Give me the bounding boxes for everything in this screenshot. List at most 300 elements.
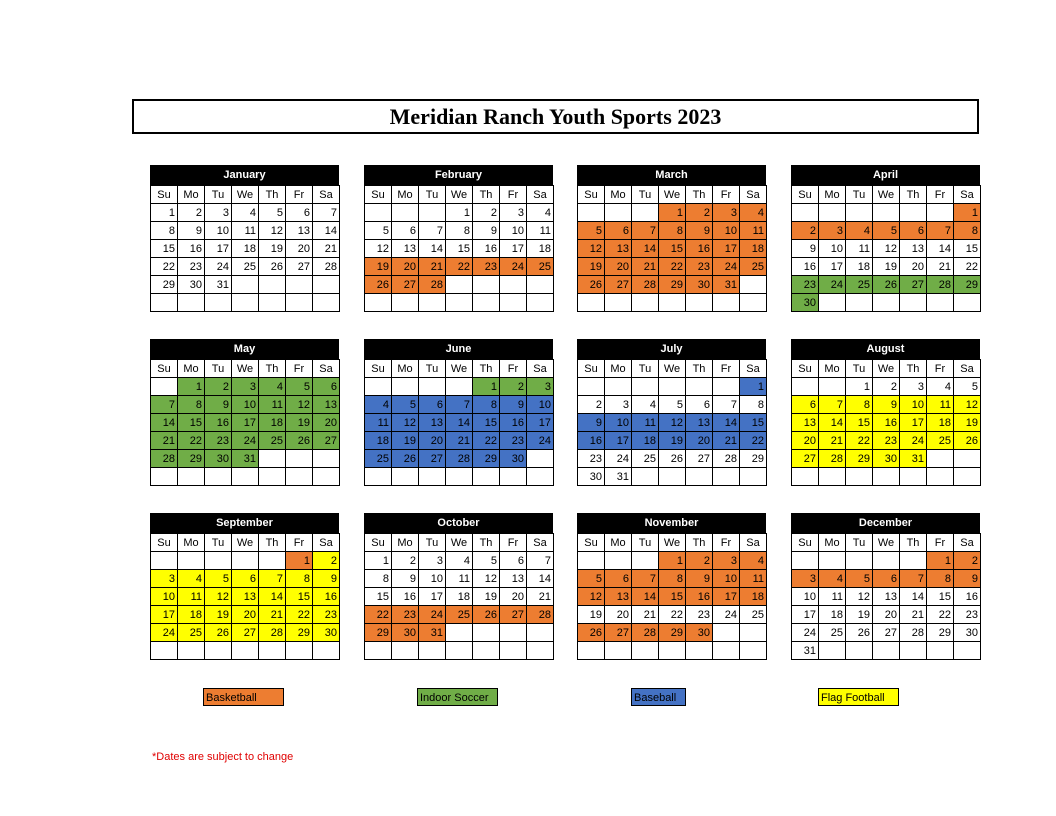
day-header: Mo bbox=[819, 534, 846, 552]
day-cell: 14 bbox=[713, 414, 740, 432]
day-cell: 13 bbox=[286, 222, 313, 240]
day-cell: 19 bbox=[659, 432, 686, 450]
day-cell: 30 bbox=[178, 276, 205, 294]
day-cell: 3 bbox=[151, 570, 178, 588]
day-header: Mo bbox=[392, 360, 419, 378]
day-cell: 10 bbox=[232, 396, 259, 414]
day-cell: 9 bbox=[954, 570, 981, 588]
day-cell: 26 bbox=[954, 432, 981, 450]
day-cell: 4 bbox=[527, 204, 554, 222]
day-cell: 3 bbox=[419, 552, 446, 570]
day-cell: 20 bbox=[686, 432, 713, 450]
empty-cell bbox=[365, 642, 392, 660]
empty-cell bbox=[527, 276, 554, 294]
empty-cell bbox=[446, 294, 473, 312]
empty-cell bbox=[313, 276, 340, 294]
day-cell: 7 bbox=[151, 396, 178, 414]
day-cell: 8 bbox=[473, 396, 500, 414]
empty-cell bbox=[873, 552, 900, 570]
day-cell: 1 bbox=[659, 204, 686, 222]
day-cell: 7 bbox=[819, 396, 846, 414]
day-cell: 4 bbox=[846, 222, 873, 240]
day-header: Mo bbox=[605, 360, 632, 378]
empty-cell bbox=[740, 624, 767, 642]
day-cell: 2 bbox=[873, 378, 900, 396]
day-cell: 2 bbox=[578, 396, 605, 414]
day-cell: 17 bbox=[605, 432, 632, 450]
day-cell: 15 bbox=[178, 414, 205, 432]
empty-cell bbox=[686, 468, 713, 486]
day-cell: 19 bbox=[954, 414, 981, 432]
day-cell: 21 bbox=[927, 258, 954, 276]
day-cell: 26 bbox=[286, 432, 313, 450]
day-cell: 24 bbox=[527, 432, 554, 450]
day-cell: 18 bbox=[846, 258, 873, 276]
empty-cell bbox=[578, 294, 605, 312]
empty-cell bbox=[873, 642, 900, 660]
day-cell: 6 bbox=[686, 396, 713, 414]
day-cell: 2 bbox=[313, 552, 340, 570]
empty-cell bbox=[286, 294, 313, 312]
day-cell: 11 bbox=[446, 570, 473, 588]
day-cell: 1 bbox=[927, 552, 954, 570]
day-cell: 27 bbox=[605, 624, 632, 642]
day-cell: 23 bbox=[473, 258, 500, 276]
empty-cell bbox=[178, 294, 205, 312]
empty-cell bbox=[792, 552, 819, 570]
day-cell: 2 bbox=[392, 552, 419, 570]
day-cell: 16 bbox=[500, 414, 527, 432]
empty-cell bbox=[473, 642, 500, 660]
day-cell: 14 bbox=[632, 240, 659, 258]
day-header: Su bbox=[578, 360, 605, 378]
empty-cell bbox=[205, 468, 232, 486]
day-cell: 31 bbox=[900, 450, 927, 468]
day-cell: 16 bbox=[792, 258, 819, 276]
empty-cell bbox=[313, 468, 340, 486]
day-cell: 16 bbox=[578, 432, 605, 450]
empty-cell bbox=[446, 378, 473, 396]
empty-cell bbox=[232, 642, 259, 660]
day-cell: 26 bbox=[205, 624, 232, 642]
day-cell: 28 bbox=[632, 624, 659, 642]
empty-cell bbox=[846, 552, 873, 570]
day-cell: 25 bbox=[632, 450, 659, 468]
day-header: We bbox=[446, 186, 473, 204]
empty-cell bbox=[365, 204, 392, 222]
day-cell: 12 bbox=[954, 396, 981, 414]
empty-cell bbox=[632, 642, 659, 660]
day-cell: 8 bbox=[927, 570, 954, 588]
day-cell: 21 bbox=[313, 240, 340, 258]
day-cell: 8 bbox=[151, 222, 178, 240]
day-header: We bbox=[659, 186, 686, 204]
day-cell: 30 bbox=[686, 276, 713, 294]
day-cell: 13 bbox=[392, 240, 419, 258]
empty-cell bbox=[446, 276, 473, 294]
day-cell: 2 bbox=[500, 378, 527, 396]
month-september bbox=[150, 513, 339, 660]
day-cell: 24 bbox=[713, 606, 740, 624]
day-header: We bbox=[659, 360, 686, 378]
page-title: Meridian Ranch Youth Sports 2023 bbox=[132, 99, 979, 134]
empty-cell bbox=[259, 450, 286, 468]
day-cell: 21 bbox=[819, 432, 846, 450]
day-cell: 18 bbox=[446, 588, 473, 606]
day-cell: 3 bbox=[713, 552, 740, 570]
day-header: Sa bbox=[527, 360, 554, 378]
day-cell: 14 bbox=[313, 222, 340, 240]
empty-cell bbox=[500, 276, 527, 294]
day-cell: 18 bbox=[527, 240, 554, 258]
day-cell: 22 bbox=[286, 606, 313, 624]
empty-cell bbox=[740, 276, 767, 294]
day-cell: 18 bbox=[740, 240, 767, 258]
day-cell: 25 bbox=[927, 432, 954, 450]
empty-cell bbox=[473, 624, 500, 642]
day-cell: 12 bbox=[259, 222, 286, 240]
day-cell: 15 bbox=[286, 588, 313, 606]
day-cell: 6 bbox=[232, 570, 259, 588]
day-cell: 22 bbox=[740, 432, 767, 450]
empty-cell bbox=[578, 204, 605, 222]
empty-cell bbox=[632, 204, 659, 222]
day-cell: 15 bbox=[740, 414, 767, 432]
month-name: June bbox=[364, 339, 553, 359]
day-cell: 6 bbox=[313, 378, 340, 396]
day-cell: 19 bbox=[392, 432, 419, 450]
day-cell: 9 bbox=[686, 222, 713, 240]
empty-cell bbox=[259, 276, 286, 294]
day-cell: 5 bbox=[578, 222, 605, 240]
empty-cell bbox=[846, 294, 873, 312]
day-cell: 28 bbox=[527, 606, 554, 624]
empty-cell bbox=[686, 378, 713, 396]
day-cell: 12 bbox=[659, 414, 686, 432]
empty-cell bbox=[713, 468, 740, 486]
empty-cell bbox=[792, 468, 819, 486]
day-cell: 5 bbox=[473, 552, 500, 570]
day-header: Fr bbox=[927, 360, 954, 378]
day-cell: 29 bbox=[286, 624, 313, 642]
day-cell: 5 bbox=[873, 222, 900, 240]
day-cell: 30 bbox=[792, 294, 819, 312]
day-cell: 13 bbox=[900, 240, 927, 258]
day-cell: 17 bbox=[819, 258, 846, 276]
day-cell: 11 bbox=[527, 222, 554, 240]
day-cell: 22 bbox=[846, 432, 873, 450]
day-cell: 4 bbox=[446, 552, 473, 570]
day-cell: 29 bbox=[954, 276, 981, 294]
day-cell: 25 bbox=[740, 606, 767, 624]
day-cell: 31 bbox=[713, 276, 740, 294]
day-cell: 16 bbox=[873, 414, 900, 432]
day-cell: 21 bbox=[446, 432, 473, 450]
day-cell: 9 bbox=[686, 570, 713, 588]
day-cell: 29 bbox=[846, 450, 873, 468]
day-cell: 9 bbox=[392, 570, 419, 588]
day-cell: 23 bbox=[686, 258, 713, 276]
month-march bbox=[577, 165, 766, 312]
empty-cell bbox=[286, 468, 313, 486]
day-header: Mo bbox=[605, 186, 632, 204]
day-cell: 25 bbox=[527, 258, 554, 276]
day-cell: 4 bbox=[259, 378, 286, 396]
month-name: November bbox=[577, 513, 766, 533]
empty-cell bbox=[500, 468, 527, 486]
day-cell: 5 bbox=[659, 396, 686, 414]
day-header: Th bbox=[259, 534, 286, 552]
day-cell: 31 bbox=[605, 468, 632, 486]
day-cell: 22 bbox=[473, 432, 500, 450]
day-cell: 6 bbox=[286, 204, 313, 222]
day-cell: 31 bbox=[792, 642, 819, 660]
day-cell: 4 bbox=[365, 396, 392, 414]
day-cell: 24 bbox=[819, 276, 846, 294]
empty-cell bbox=[205, 642, 232, 660]
day-cell: 7 bbox=[419, 222, 446, 240]
day-cell: 18 bbox=[819, 606, 846, 624]
day-cell: 17 bbox=[232, 414, 259, 432]
empty-cell bbox=[178, 468, 205, 486]
day-cell: 7 bbox=[900, 570, 927, 588]
day-cell: 21 bbox=[900, 606, 927, 624]
day-cell: 19 bbox=[473, 588, 500, 606]
day-header: Th bbox=[259, 360, 286, 378]
empty-cell bbox=[927, 204, 954, 222]
day-cell: 24 bbox=[792, 624, 819, 642]
day-cell: 7 bbox=[446, 396, 473, 414]
day-header: Su bbox=[792, 186, 819, 204]
day-header: Fr bbox=[500, 534, 527, 552]
day-cell: 11 bbox=[846, 240, 873, 258]
empty-cell bbox=[954, 294, 981, 312]
month-december bbox=[791, 513, 980, 660]
day-cell: 1 bbox=[286, 552, 313, 570]
legend-flag-football: Flag Football bbox=[818, 688, 899, 706]
empty-cell bbox=[232, 552, 259, 570]
day-cell: 23 bbox=[792, 276, 819, 294]
empty-cell bbox=[578, 378, 605, 396]
day-cell: 17 bbox=[713, 588, 740, 606]
day-cell: 27 bbox=[232, 624, 259, 642]
day-cell: 8 bbox=[365, 570, 392, 588]
day-cell: 30 bbox=[686, 624, 713, 642]
day-cell: 25 bbox=[446, 606, 473, 624]
empty-cell bbox=[365, 378, 392, 396]
day-cell: 19 bbox=[873, 258, 900, 276]
day-cell: 16 bbox=[686, 588, 713, 606]
day-cell: 17 bbox=[713, 240, 740, 258]
day-header: Su bbox=[151, 534, 178, 552]
empty-cell bbox=[819, 204, 846, 222]
day-cell: 26 bbox=[578, 624, 605, 642]
day-cell: 28 bbox=[900, 624, 927, 642]
empty-cell bbox=[792, 204, 819, 222]
day-cell: 23 bbox=[178, 258, 205, 276]
day-header: Fr bbox=[286, 186, 313, 204]
empty-cell bbox=[446, 624, 473, 642]
empty-cell bbox=[900, 642, 927, 660]
day-cell: 20 bbox=[232, 606, 259, 624]
day-cell: 14 bbox=[527, 570, 554, 588]
empty-cell bbox=[205, 552, 232, 570]
day-header: Mo bbox=[178, 360, 205, 378]
day-cell: 6 bbox=[419, 396, 446, 414]
day-cell: 27 bbox=[900, 276, 927, 294]
day-cell: 18 bbox=[365, 432, 392, 450]
day-cell: 24 bbox=[500, 258, 527, 276]
day-cell: 12 bbox=[873, 240, 900, 258]
day-header: We bbox=[873, 534, 900, 552]
day-cell: 12 bbox=[578, 240, 605, 258]
day-cell: 31 bbox=[419, 624, 446, 642]
day-cell: 17 bbox=[792, 606, 819, 624]
month-october bbox=[364, 513, 553, 660]
day-cell: 11 bbox=[232, 222, 259, 240]
empty-cell bbox=[578, 552, 605, 570]
day-cell: 10 bbox=[713, 222, 740, 240]
day-cell: 3 bbox=[232, 378, 259, 396]
day-cell: 14 bbox=[259, 588, 286, 606]
day-cell: 20 bbox=[500, 588, 527, 606]
day-header: We bbox=[873, 186, 900, 204]
day-cell: 17 bbox=[419, 588, 446, 606]
day-cell: 28 bbox=[927, 276, 954, 294]
day-cell: 21 bbox=[151, 432, 178, 450]
month-january bbox=[150, 165, 339, 312]
day-cell: 10 bbox=[900, 396, 927, 414]
empty-cell bbox=[419, 204, 446, 222]
empty-cell bbox=[846, 204, 873, 222]
day-cell: 14 bbox=[819, 414, 846, 432]
day-cell: 24 bbox=[419, 606, 446, 624]
day-cell: 31 bbox=[205, 276, 232, 294]
day-cell: 1 bbox=[740, 378, 767, 396]
day-cell: 10 bbox=[527, 396, 554, 414]
day-cell: 22 bbox=[178, 432, 205, 450]
empty-cell bbox=[473, 294, 500, 312]
day-cell: 25 bbox=[232, 258, 259, 276]
day-cell: 3 bbox=[527, 378, 554, 396]
empty-cell bbox=[259, 642, 286, 660]
day-cell: 8 bbox=[178, 396, 205, 414]
day-header: Tu bbox=[419, 186, 446, 204]
day-cell: 1 bbox=[178, 378, 205, 396]
day-header: Sa bbox=[313, 534, 340, 552]
day-cell: 8 bbox=[954, 222, 981, 240]
day-cell: 2 bbox=[792, 222, 819, 240]
day-header: Su bbox=[578, 534, 605, 552]
day-cell: 28 bbox=[151, 450, 178, 468]
day-header: Sa bbox=[313, 186, 340, 204]
day-cell: 3 bbox=[205, 204, 232, 222]
empty-cell bbox=[313, 294, 340, 312]
empty-cell bbox=[659, 294, 686, 312]
day-header: Th bbox=[473, 534, 500, 552]
month-november bbox=[577, 513, 766, 660]
day-cell: 14 bbox=[632, 588, 659, 606]
day-cell: 8 bbox=[659, 222, 686, 240]
day-cell: 15 bbox=[659, 240, 686, 258]
day-cell: 6 bbox=[500, 552, 527, 570]
empty-cell bbox=[713, 624, 740, 642]
empty-cell bbox=[151, 552, 178, 570]
empty-cell bbox=[819, 468, 846, 486]
day-cell: 7 bbox=[259, 570, 286, 588]
empty-cell bbox=[819, 294, 846, 312]
month-april bbox=[791, 165, 980, 312]
day-cell: 25 bbox=[740, 258, 767, 276]
day-cell: 1 bbox=[846, 378, 873, 396]
day-cell: 19 bbox=[578, 258, 605, 276]
day-cell: 25 bbox=[178, 624, 205, 642]
month-name: August bbox=[791, 339, 980, 359]
day-cell: 27 bbox=[792, 450, 819, 468]
day-cell: 6 bbox=[900, 222, 927, 240]
month-name: April bbox=[791, 165, 980, 185]
empty-cell bbox=[259, 552, 286, 570]
day-cell: 4 bbox=[927, 378, 954, 396]
empty-cell bbox=[954, 450, 981, 468]
day-cell: 25 bbox=[846, 276, 873, 294]
day-cell: 11 bbox=[632, 414, 659, 432]
day-cell: 26 bbox=[659, 450, 686, 468]
day-cell: 14 bbox=[927, 240, 954, 258]
day-cell: 2 bbox=[686, 552, 713, 570]
empty-cell bbox=[605, 642, 632, 660]
day-cell: 24 bbox=[151, 624, 178, 642]
day-cell: 15 bbox=[365, 588, 392, 606]
day-cell: 30 bbox=[205, 450, 232, 468]
day-cell: 6 bbox=[605, 570, 632, 588]
day-cell: 9 bbox=[205, 396, 232, 414]
empty-cell bbox=[605, 378, 632, 396]
day-header: Th bbox=[900, 534, 927, 552]
day-cell: 2 bbox=[473, 204, 500, 222]
day-header: We bbox=[232, 534, 259, 552]
empty-cell bbox=[927, 468, 954, 486]
day-cell: 16 bbox=[205, 414, 232, 432]
empty-cell bbox=[792, 378, 819, 396]
day-cell: 30 bbox=[313, 624, 340, 642]
day-header: Mo bbox=[605, 534, 632, 552]
day-cell: 6 bbox=[873, 570, 900, 588]
day-header: Th bbox=[686, 360, 713, 378]
day-cell: 27 bbox=[286, 258, 313, 276]
day-cell: 18 bbox=[740, 588, 767, 606]
day-cell: 15 bbox=[954, 240, 981, 258]
day-cell: 7 bbox=[632, 570, 659, 588]
day-cell: 7 bbox=[927, 222, 954, 240]
empty-cell bbox=[313, 450, 340, 468]
day-cell: 3 bbox=[605, 396, 632, 414]
day-cell: 14 bbox=[446, 414, 473, 432]
day-cell: 8 bbox=[659, 570, 686, 588]
day-cell: 29 bbox=[927, 624, 954, 642]
day-cell: 30 bbox=[578, 468, 605, 486]
empty-cell bbox=[527, 450, 554, 468]
empty-cell bbox=[365, 294, 392, 312]
day-cell: 26 bbox=[365, 276, 392, 294]
day-cell: 19 bbox=[846, 606, 873, 624]
day-cell: 29 bbox=[178, 450, 205, 468]
day-cell: 20 bbox=[313, 414, 340, 432]
empty-cell bbox=[900, 204, 927, 222]
day-header: Th bbox=[686, 186, 713, 204]
empty-cell bbox=[151, 378, 178, 396]
day-cell: 28 bbox=[713, 450, 740, 468]
